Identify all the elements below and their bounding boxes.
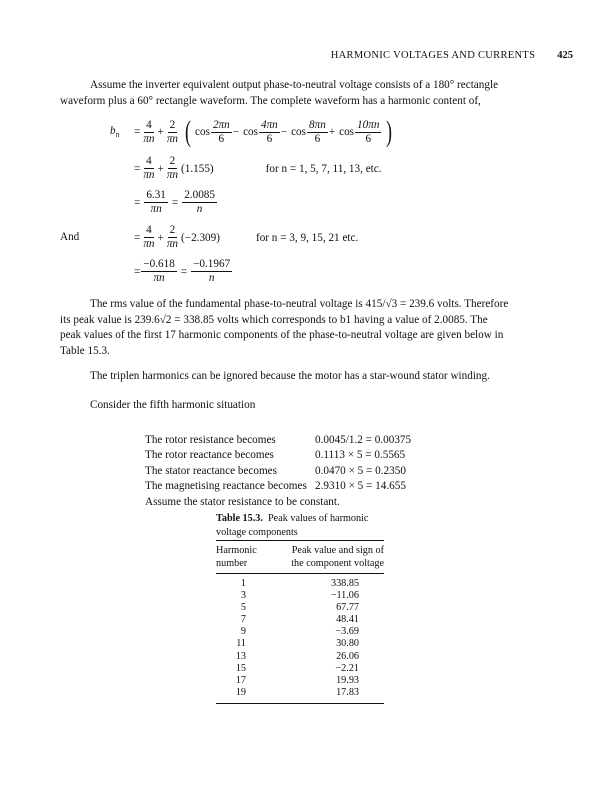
rms-line-3: peak values of the first 17 harmonic components of the phase-to-neutral voltage are given below in [60,329,504,342]
plus-sign: + [157,231,164,244]
table-row: 11 30.80 [236,638,359,650]
fraction-631-pin: $\frac{6.31}{\pi n}$ [146,189,166,215]
param-value: 0.0045/1.2 = 0.00375 [315,434,412,446]
param-row [145,448,411,463]
equals-sign: = [134,162,141,175]
cos-term-3: cos [291,126,307,138]
table-body [216,574,384,703]
bn-symbol: b [110,124,116,137]
table-row: 9 −3.69 [240,626,359,638]
page-number: 425 [557,50,573,61]
equals-sign: = [171,196,179,209]
fraction-2-pin: $\frac{2}{\pi n}$ [166,224,179,250]
intro-paragraph [60,78,540,109]
table-header [216,541,384,574]
minus-sign: − [280,126,288,138]
fraction-8pin-6: $\frac{8\pi n}{6}$ [309,118,326,145]
table-label: Table 15.3. [216,513,263,524]
cos-term-1: cos [195,126,210,138]
intro-line-1: Assume the inverter equivalent output phase-to-neutral voltage consists of a 180° rectangle [90,79,499,91]
parameter-list [145,433,411,510]
equation-line-2 [134,155,382,182]
fraction-4pin-6: $\frac{4\pi n}{6}$ [260,118,278,145]
param-label: The stator reactance becomes [145,464,277,477]
plus-sign: + [328,126,336,138]
equals-sign: = [134,265,141,278]
param-value: 0.1113 × 5 = 0.5565 [315,449,406,462]
fraction-2-pin: $\frac{2}{\pi n}$ [166,118,179,145]
param-value: 0.0470 × 5 = 0.2350 [315,464,406,477]
param-label: The rotor reactance becomes [145,449,274,462]
running-header [0,50,573,61]
and-label: And [60,231,80,243]
table-row: 3 −11.06 [240,590,359,602]
table-row: 1 338.85 [240,578,359,589]
plus-sign: + [157,126,164,138]
fraction-4-pin: $\frac{4}{\pi n}$ [143,155,155,181]
bn-subscript: n [115,130,120,140]
table-caption-text: Peak values of harmonic voltage components [216,513,369,538]
param-row [145,433,411,448]
param-label: The magnetising reactance becomes [145,480,307,493]
equation-line-5 [134,258,233,285]
table-row: 5 67.77 [240,602,359,614]
condition-2: for n = 3, 9, 15, 21 etc. [255,231,359,244]
col-harmonic-header: Harmonic number [216,545,257,569]
harmonic-table [216,540,384,704]
param-value: 2.9310 × 5 = 14.655 [315,480,406,493]
params-note: Assume the stator resistance to be constant. [145,495,340,508]
equation-bn [110,117,396,147]
equation-line-4 [134,224,358,251]
fraction-01967-n: $\frac{-0.1967}{n}$ [193,258,231,284]
factor-2309: (−2.309) [181,231,220,244]
table-row: 13 26.06 [235,650,359,662]
param-label: The rotor resistance becomes [145,434,276,446]
cos-term-4: cos [339,126,355,138]
rms-paragraph [60,297,540,360]
fraction-2-pin: $\frac{2}{\pi n}$ [166,155,179,181]
right-paren: ) [386,115,393,148]
table-row: 15 −2.21 [235,662,359,674]
equation-line-3 [134,189,218,216]
plus-sign: + [157,162,164,175]
running-title: HARMONIC VOLTAGES AND CURRENTS [330,50,536,61]
minus-sign: − [232,126,240,138]
equals-sign: = [134,126,141,138]
table-row: 17 19.93 [235,674,359,686]
table-caption [216,512,384,540]
factor-1155: (1.155) [181,162,214,175]
fraction-4-pin: $\frac{4}{\pi n}$ [143,224,155,250]
rms-line-2: its peak value is 239.6√2 = 338.85 volts which corresponds to b1 having a value of 2.0085. The [60,313,488,326]
col-peak-header: Peak value and sign of the component voltage [291,545,384,569]
triplen-paragraph: The triplen harmonics can be ignored because the motor has a star-wound stator winding. [90,370,490,382]
left-paren: ( [185,115,192,148]
table-row: 7 48.41 [240,614,359,626]
rms-line-1: The rms value of the fundamental phase-to-neutral voltage is 415/√3 = 239.6 volts. Therefore [90,298,509,310]
table-row: 19 17.83 [235,686,359,698]
cos-term-2: cos [243,126,258,138]
fifth-harmonic-paragraph: Consider the fifth harmonic situation [90,399,256,411]
equals-sign: = [134,196,141,209]
fraction-10pin-6: $\frac{10\pi n}{6}$ [357,118,380,145]
param-row [145,479,411,494]
equals-sign: = [180,265,188,278]
fraction-4-pin: $\frac{4}{\pi n}$ [143,118,155,145]
fraction-20085-n: $\frac{2.0085}{n}$ [184,189,215,215]
intro-line-2: waveform plus a 60° rectangle waveform. The complete waveform has a harmonic content of, [60,94,481,107]
fraction-0618-pin: $\frac{-0.618}{\pi n}$ [143,258,175,284]
condition-1: for n = 1, 5, 7, 11, 13, etc. [265,162,382,175]
param-row [145,464,411,479]
equals-sign: = [134,231,141,244]
rms-line-4: Table 15.3. [60,345,110,358]
fraction-2pin-6: $\frac{2\pi n}{6}$ [212,118,230,145]
